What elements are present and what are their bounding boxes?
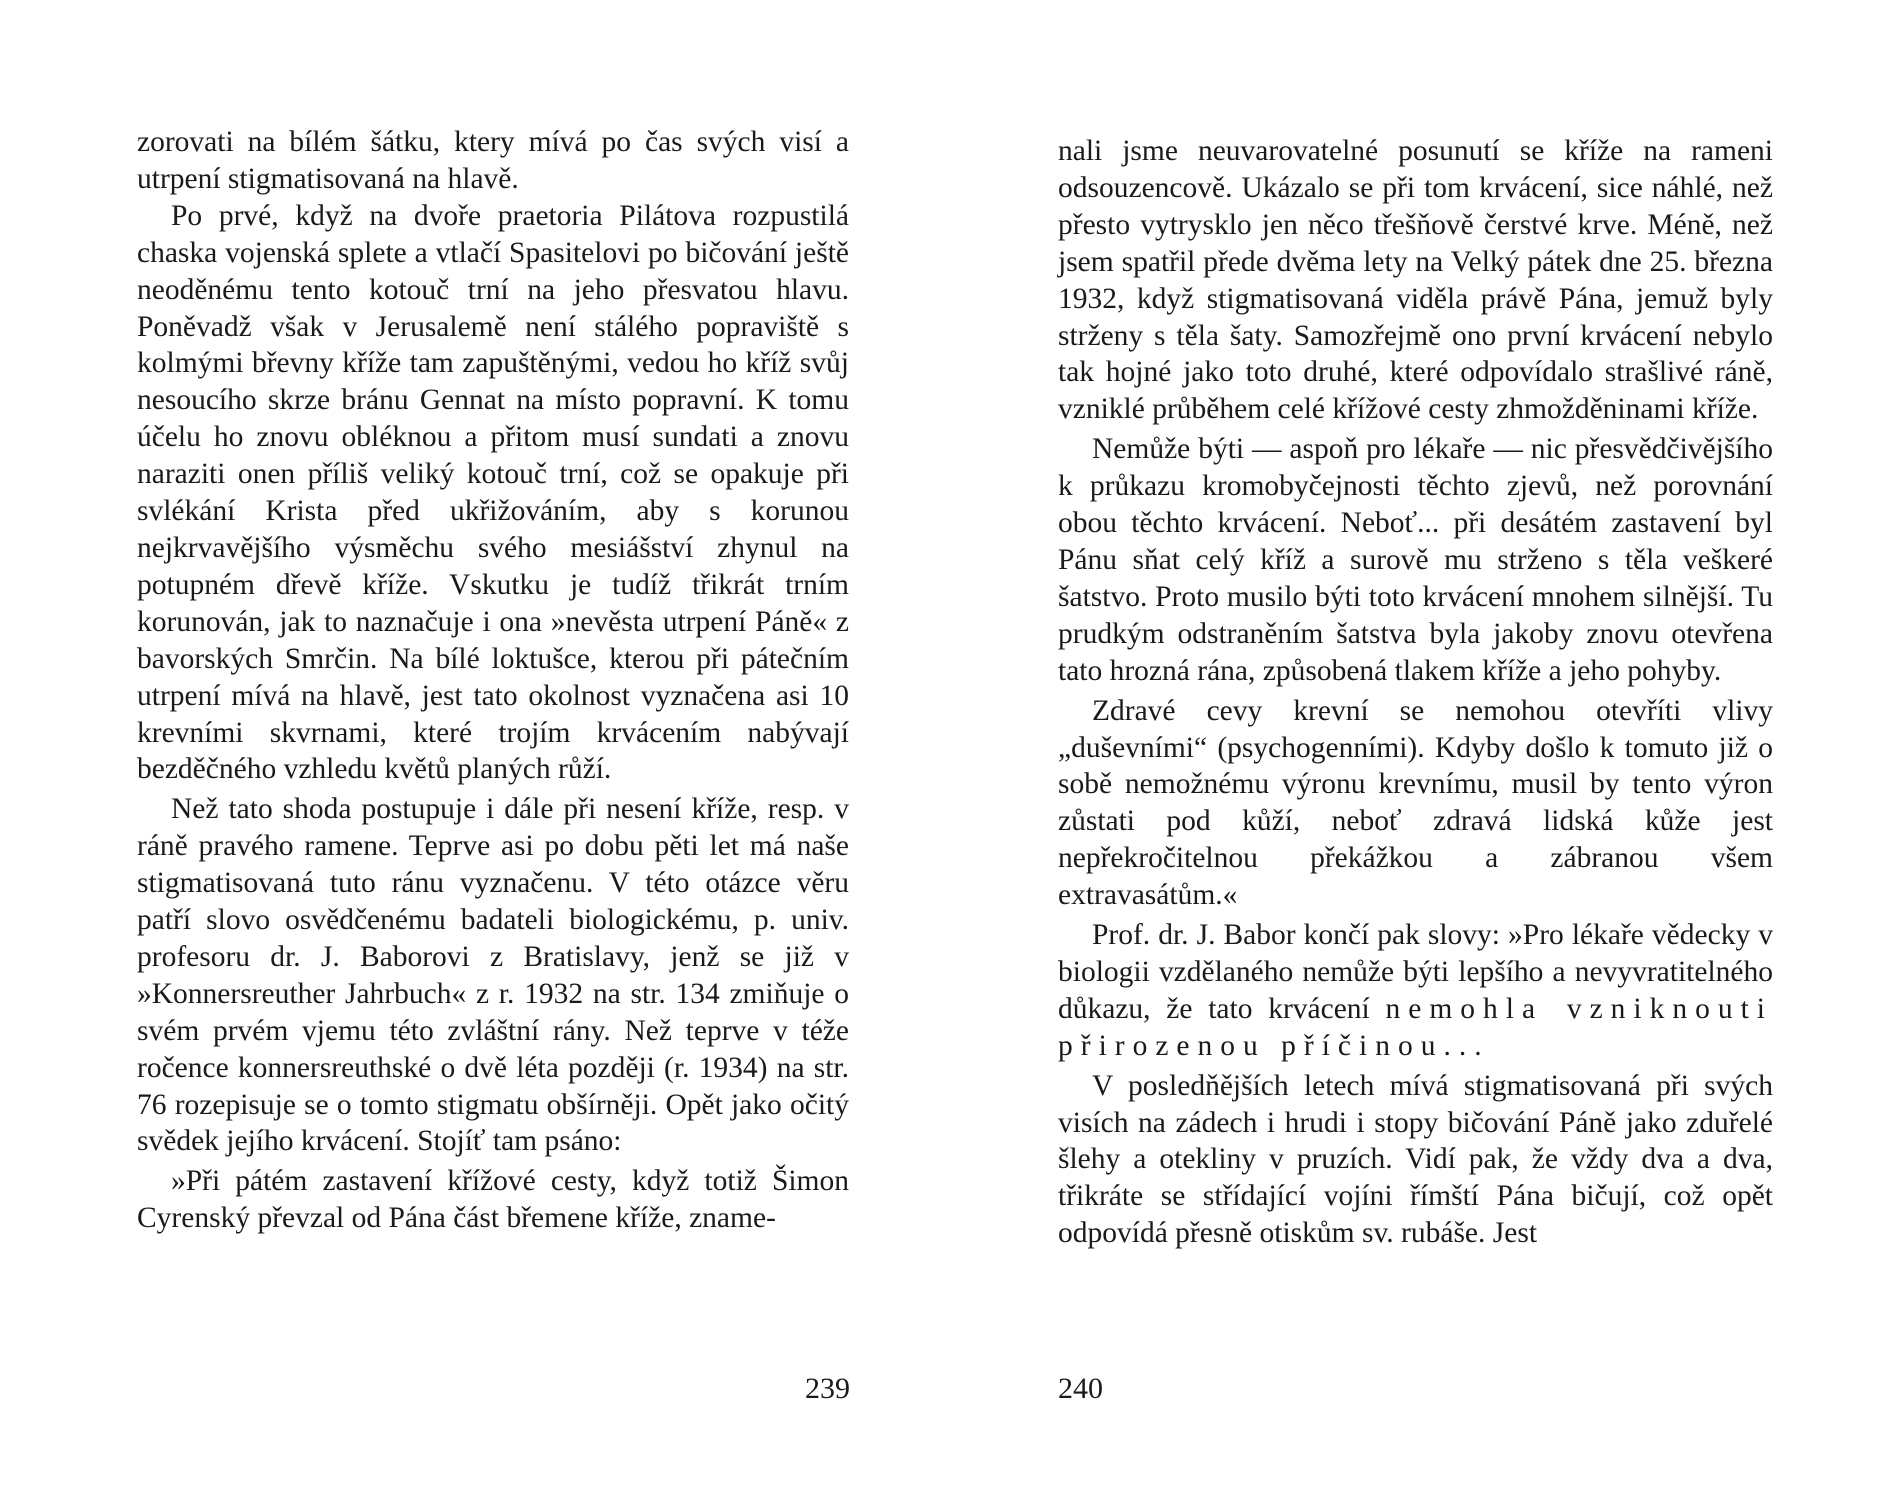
paragraph [1058,917,1773,1065]
page-number: 240 [1058,1372,1103,1405]
quote-text: Prof. dr. J. Babor končí pak slovy: »Pro lékaře vědecky v biologii vzdělaného nemůže býti lepšího a nevyvratitelného důkazu, že tato krvácení [1058,919,1773,1025]
paragraph: zorovati na bílém šátku, ktery mívá po čas svých visí a utrpení stigmatisovaná na hlavě. [137,126,849,195]
right-page-text [1058,133,1773,1252]
paragraph: Nemůže býti — aspoň pro lékaře — nic přesvědčivějšího k průkazu kromobyčejnosti těchto zjevů, než porovnání obou těchto krvácení. Neboť... při desátém zastavení byl Pánu sňat celý kříž a surově mu strženo s těla veškeré šatstvo. Proto musilo býti toto krvácení mnohem silnější. Tu prudkým odstraněním šatstva byla jakoby znovu otevřena tato hrozná rána, způsobená tlakem kříže a jeho pohyby. [1058,433,1773,687]
left-page-text [137,124,849,1237]
paragraph: »Při pátém zastavení křížové cesty, když totiž Šimon Cyrenský převzal od Pána část břemene kříže, zname- [137,1165,849,1235]
right-page [947,0,1894,1500]
paragraph: nali jsme neuvarovatelné posunutí se kříže na rameni odsouzencově. Ukázalo se při tom krvácení, sice náhlé, než přesto vytrysklo jen něco třešňově čerstvé krve. Méně, než jsem spatřil přede dvěma lety na Velký pátek dne 25. března 1932, když stigmatisovaná viděla právě Pána, jemuž byly strženy s těla šaty. Samozřejmě ono první krvácení nebylo tak hojné jako toto druhé, které odpovídalo strašlivé ráně, vzniklé průběhem celé křížové cesty zhmožděninami kříže. [1058,135,1773,426]
page-number: 239 [805,1372,850,1405]
paragraph: V posledňějších letech mívá stigmatisovaná při svých visích na zádech i hrudi i stopy bičování Páně jako zduřelé šlehy a otekliny v pruzích. Vidí pak, že vždy dva a dva, třikráte se střídající vojíni římští Pána bičují, což opět odpovídá přesně otiskům sv. rubáše. Jest [1058,1069,1773,1250]
emphasized-text: nemohla vzniknouti přirozenou příčinou... [1058,992,1773,1062]
paragraph: Zdravé cevy krevní se nemohou otevříti vlivy „duševními“ (psychogenními). Kdyby došlo k tomuto již o sobě nemožnému výronu krevnímu, musil by tento výron zůstati pod kůží, neboť zdravá lidská kůže jest nepřekročitelnou překážkou a zábranou všem extravasátům.« [1058,694,1773,912]
paragraph: Po prvé, když na dvoře praetoria Pilátova rozpustilá chaska vojenská splete a vtlačí Spasitelovi po bičování ještě neoděnému tento kotouč trní na jeho přesvatou hlavu. Poněvadž však v Jerusalemě není stálého popraviště s kolmými břevny kříže tam zapuštěnými, vedou ho kříž svůj nesoucího skrze bránu Gennat na místo popravní. K tomu účelu ho znovu obléknou a přitom musí sundati a znovu naraziti onen příliš veliký kotouč trní, což se opakuje při svlékání Krista před ukřižováním, aby s korunou nejkrvavějšího výsměchu svého mesiášství zhynul na potupném dřevě kříže. Vskutku je tudíž třikrát trním korunován, jak to naznačuje i ona »nevěsta utrpení Páně« z bavorských Smrčin. Na bílé loktušce, kterou při pátečním utrpení mívá na hlavě, jest tato okolnost vyznačena asi 10 krevními skvrnami, které trojím krvácením nabývají bezděčného vzhledu květů planých růží. [137,199,849,786]
paragraph: Než tato shoda postupuje i dále při nesení kříže, resp. v ráně pravého ramene. Teprve asi po dobu pěti let má naše stigmatisovaná tuto ránu vyznačenu. V této otázce věru patří slovo osvědčenému badateli biologickému, p. univ. profesoru dr. J. Baborovi z Bratislavy, jenž se již v »Konnersreuther Jahrbuch« z r. 1932 na str. 134 zmiňuje o svém prvém vjemu této zvláštní rány. Než teprve v téže ročence konnersreuthské o dvě léta později (r. 1934) na str. 76 rozepisuje se o tomto stigmatu obšírněji. Opět jako očitý svědek jejího krvácení. Stojíť tam psáno: [137,793,849,1158]
